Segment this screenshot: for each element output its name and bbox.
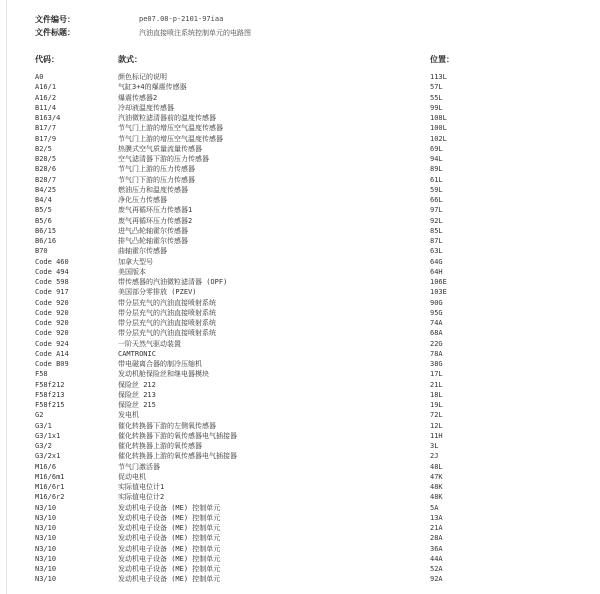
row-description: 保险丝 215 — [118, 401, 156, 409]
table-row — [0, 390, 600, 400]
row-position: 38G — [430, 360, 443, 368]
row-code: Code B09 — [35, 360, 69, 368]
row-code: B28/6 — [35, 165, 57, 174]
row-code: M16/6m1 — [35, 472, 65, 481]
row-code: B4/4 — [35, 196, 52, 204]
row-description: 发动机电子设备 (ME) 控制单元 — [118, 575, 221, 584]
row-description: 空气滤清器下游的压力传感器 — [118, 155, 209, 163]
row-description: 催化转换器上游的氧传感器 — [118, 442, 202, 450]
table-row — [0, 287, 600, 297]
table-row — [0, 339, 600, 349]
row-code: B5/6 — [35, 216, 52, 225]
row-description: 实际值电位计2 — [118, 493, 165, 502]
row-code: N3/10 — [35, 513, 57, 522]
row-position: 59L — [430, 185, 443, 194]
row-position: 108L — [430, 114, 447, 122]
row-position: 94L — [430, 155, 443, 163]
column-header-position: 位置： — [430, 55, 454, 64]
row-position: 64G — [430, 257, 443, 266]
table-row — [0, 93, 600, 103]
row-code: G2 — [35, 411, 44, 420]
row-position: 113L — [430, 73, 447, 81]
row-description: 净化压力传感器 — [118, 196, 167, 204]
row-description: 美国版本 — [118, 267, 146, 276]
row-code: Code 920 — [35, 319, 69, 327]
row-code: Code 460 — [35, 257, 69, 266]
row-code: Code A14 — [35, 349, 69, 358]
row-description: 催化转换器上游的氧传感器电气插接器 — [118, 452, 237, 461]
row-code: N3/10 — [35, 565, 57, 573]
table-row — [0, 175, 600, 185]
row-description: 发动机电子设备 (ME) 控制单元 — [118, 554, 221, 563]
row-description: 发动机电子设备 (ME) 控制单元 — [118, 534, 221, 543]
row-position: 13A — [430, 513, 443, 522]
row-position: 52A — [430, 565, 443, 573]
row-code: B11/4 — [35, 103, 57, 112]
row-description: 带分层充气的汽油直接喷射系统 — [118, 329, 216, 338]
table-row — [0, 195, 600, 205]
row-code: B6/15 — [35, 226, 57, 235]
row-position: 57L — [430, 83, 443, 92]
row-code: A16/2 — [35, 93, 57, 102]
row-description: 带分层充气的汽油直接喷射系统 — [118, 319, 216, 327]
table-row — [0, 134, 600, 144]
column-header-description: 款式： — [118, 55, 142, 64]
row-position: 92L — [430, 216, 443, 225]
table-row — [0, 236, 600, 246]
row-position: 95G — [430, 308, 443, 317]
row-description: 节气门上游的增压空气温度传感器 — [118, 124, 223, 133]
table-row — [0, 369, 600, 379]
table-row — [0, 441, 600, 451]
table-row — [0, 185, 600, 195]
row-position: 89L — [430, 165, 443, 174]
table-row — [0, 216, 600, 226]
row-description: CAMTRONIC — [118, 349, 156, 358]
row-description: 发电机 — [118, 411, 139, 420]
row-description: 美国部分零排放 (PZEV) — [118, 288, 197, 297]
row-code: Code 920 — [35, 308, 69, 317]
row-code: F58f212 — [35, 380, 65, 389]
row-position: 97L — [430, 206, 443, 215]
row-code: M16/6r2 — [35, 493, 65, 502]
table-row — [0, 462, 600, 472]
row-description: 加拿大型号 — [118, 257, 153, 266]
row-position: 87L — [430, 237, 443, 245]
row-position: 19L — [430, 401, 443, 409]
row-code: Code 494 — [35, 267, 69, 276]
row-position: 64H — [430, 267, 443, 276]
row-description: 节气门上游的增压空气温度传感器 — [118, 134, 223, 143]
row-description: 促动电机 — [118, 472, 146, 481]
row-code: F58 — [35, 370, 48, 379]
table-row — [0, 82, 600, 92]
row-position: 47K — [430, 472, 443, 481]
row-code: F58f213 — [35, 390, 65, 399]
row-position: 61L — [430, 175, 443, 184]
row-code: B17/7 — [35, 124, 57, 133]
row-position: 3L — [430, 442, 439, 450]
row-description: 带电磁离合器的制冷压缩机 — [118, 360, 202, 368]
row-position: 74A — [430, 319, 443, 327]
row-description: 颜色标记的说明 — [118, 73, 167, 81]
column-header-code: 代码： — [35, 55, 59, 64]
row-description: 废气再循环压力传感器1 — [118, 206, 193, 215]
row-code: G3/2 — [35, 442, 52, 450]
table-row — [0, 523, 600, 533]
row-code: B4/25 — [35, 185, 57, 194]
component-table — [0, 72, 600, 585]
row-description: 带传感器的汽油微粒滤清器 (OPF) — [118, 278, 228, 286]
row-position: 92A — [430, 575, 443, 584]
table-row — [0, 164, 600, 174]
row-code: Code 920 — [35, 329, 69, 338]
table-row — [0, 308, 600, 318]
row-description: 催化转换器下游的氧传感器电气插接器 — [118, 431, 237, 440]
table-row — [0, 257, 600, 267]
row-code: N3/10 — [35, 544, 57, 553]
row-code: Code 920 — [35, 298, 69, 307]
row-description: 发动机电子设备 (ME) 控制单元 — [118, 524, 221, 532]
table-row — [0, 431, 600, 441]
row-code: N3/10 — [35, 534, 57, 543]
doc-title-value: 汽油直接喷注系统控制单元的电路图 — [139, 29, 251, 37]
table-row — [0, 482, 600, 492]
row-position: 66L — [430, 196, 443, 204]
row-position: 106E — [430, 278, 447, 286]
row-description: 带分层充气的汽油直接喷射系统 — [118, 308, 216, 317]
row-description: 节气门下游的压力传感器 — [118, 175, 195, 184]
table-row — [0, 359, 600, 369]
row-description: 进气凸轮轴霍尔传感器 — [118, 226, 188, 235]
doc-number-value: pe07.08-p-2101-97iaa — [139, 15, 224, 23]
row-position: 22G — [430, 339, 443, 348]
row-code: B70 — [35, 247, 48, 256]
row-position: 12L — [430, 421, 443, 430]
row-code: M16/6 — [35, 462, 57, 471]
row-description: 实际值电位计1 — [118, 483, 165, 491]
row-position: 99L — [430, 103, 443, 112]
row-code: N3/10 — [35, 575, 57, 584]
row-description: 冷却液温度传感器 — [118, 103, 174, 112]
row-code: B5/5 — [35, 206, 52, 215]
row-position: 90G — [430, 298, 443, 307]
table-row — [0, 564, 600, 574]
table-row — [0, 318, 600, 328]
row-code: G3/1 — [35, 421, 52, 430]
row-description: 发动机电子设备 (ME) 控制单元 — [118, 544, 221, 553]
row-description: 催化转换器下游的左侧氧传感器 — [118, 421, 216, 430]
row-description: 发动机电子设备 (ME) 控制单元 — [118, 513, 221, 522]
table-row — [0, 123, 600, 133]
table-row — [0, 503, 600, 513]
row-position: 72L — [430, 411, 443, 420]
table-row — [0, 380, 600, 390]
row-position: 102L — [430, 134, 447, 143]
row-code: B28/5 — [35, 155, 57, 163]
row-position: 100L — [430, 124, 447, 133]
row-code: G3/1x1 — [35, 431, 61, 440]
row-code: Code 598 — [35, 278, 69, 286]
row-description: 热膜式空气质量流量传感器 — [118, 144, 202, 153]
table-row — [0, 328, 600, 338]
doc-title-label: 文件标题： — [35, 28, 75, 37]
row-code: B163/4 — [35, 114, 61, 122]
table-row — [0, 451, 600, 461]
table-row — [0, 349, 600, 359]
table-row — [0, 421, 600, 431]
row-code: A0 — [35, 73, 44, 81]
row-position: 68A — [430, 329, 443, 338]
table-row — [0, 154, 600, 164]
row-description: 曲轴霍尔传感器 — [118, 247, 167, 256]
row-position: 48L — [430, 462, 443, 471]
table-row — [0, 574, 600, 584]
row-code: A16/1 — [35, 83, 57, 92]
table-row — [0, 472, 600, 482]
table-row — [0, 410, 600, 420]
table-header — [0, 54, 600, 66]
row-description: 排气凸轮轴霍尔传感器 — [118, 237, 188, 245]
row-description: 一阶天然气驱动装置 — [118, 339, 181, 348]
table-row — [0, 400, 600, 410]
row-description: 废气再循环压力传感器2 — [118, 216, 193, 225]
row-description: 气缸3+4的爆震传感器 — [118, 83, 187, 92]
table-row — [0, 277, 600, 287]
row-position: 78A — [430, 349, 443, 358]
row-description: 带分层充气的汽油直接喷射系统 — [118, 298, 216, 307]
row-position: 36A — [430, 544, 443, 553]
table-row — [0, 103, 600, 113]
row-description: 汽油微粒滤清器前的温度传感器 — [118, 114, 216, 122]
row-position: 55L — [430, 93, 443, 102]
row-code: B2/5 — [35, 144, 52, 153]
row-position: 103E — [430, 288, 447, 297]
row-position: 48K — [430, 493, 443, 502]
row-description: 发动机电子设备 (ME) 控制单元 — [118, 503, 221, 512]
doc-number-label: 文件编号： — [35, 15, 75, 24]
table-row — [0, 298, 600, 308]
table-row — [0, 544, 600, 554]
row-position: 2J — [430, 452, 439, 461]
table-row — [0, 226, 600, 236]
row-code: G3/2x1 — [35, 452, 61, 461]
row-position: 21L — [430, 380, 443, 389]
row-position: 11H — [430, 431, 443, 440]
table-row — [0, 554, 600, 564]
row-position: 5A — [430, 503, 439, 512]
row-code: B28/7 — [35, 175, 57, 184]
row-position: 17L — [430, 370, 443, 379]
row-position: 48K — [430, 483, 443, 491]
table-row — [0, 144, 600, 154]
row-position: 63L — [430, 247, 443, 256]
table-row — [0, 246, 600, 256]
table-row — [0, 513, 600, 523]
table-row — [0, 205, 600, 215]
row-description: 燃油压力和温度传感器 — [118, 185, 188, 194]
row-position: 44A — [430, 554, 443, 563]
table-row — [0, 533, 600, 543]
row-position: 85L — [430, 226, 443, 235]
row-description: 保险丝 212 — [118, 380, 156, 389]
row-code: N3/10 — [35, 554, 57, 563]
row-code: Code 917 — [35, 288, 69, 297]
row-code: F58f215 — [35, 401, 65, 409]
row-position: 28A — [430, 534, 443, 543]
row-description: 节气门上游的压力传感器 — [118, 165, 195, 174]
row-code: B6/16 — [35, 237, 57, 245]
row-description: 保险丝 213 — [118, 390, 156, 399]
row-position: 18L — [430, 390, 443, 399]
table-row — [0, 267, 600, 277]
row-code: M16/6r1 — [35, 483, 65, 491]
row-position: 69L — [430, 144, 443, 153]
row-description: 发动机舱保险丝和继电器模块 — [118, 370, 209, 379]
row-description: 节气门激活器 — [118, 462, 160, 471]
row-code: N3/10 — [35, 503, 57, 512]
row-code: B17/9 — [35, 134, 57, 143]
row-code: Code 924 — [35, 339, 69, 348]
row-description: 爆震传感器2 — [118, 93, 158, 102]
row-position: 21A — [430, 524, 443, 532]
table-row — [0, 72, 600, 82]
row-code: N3/10 — [35, 524, 57, 532]
table-row — [0, 113, 600, 123]
row-description: 发动机电子设备 (ME) 控制单元 — [118, 565, 221, 573]
table-row — [0, 492, 600, 502]
